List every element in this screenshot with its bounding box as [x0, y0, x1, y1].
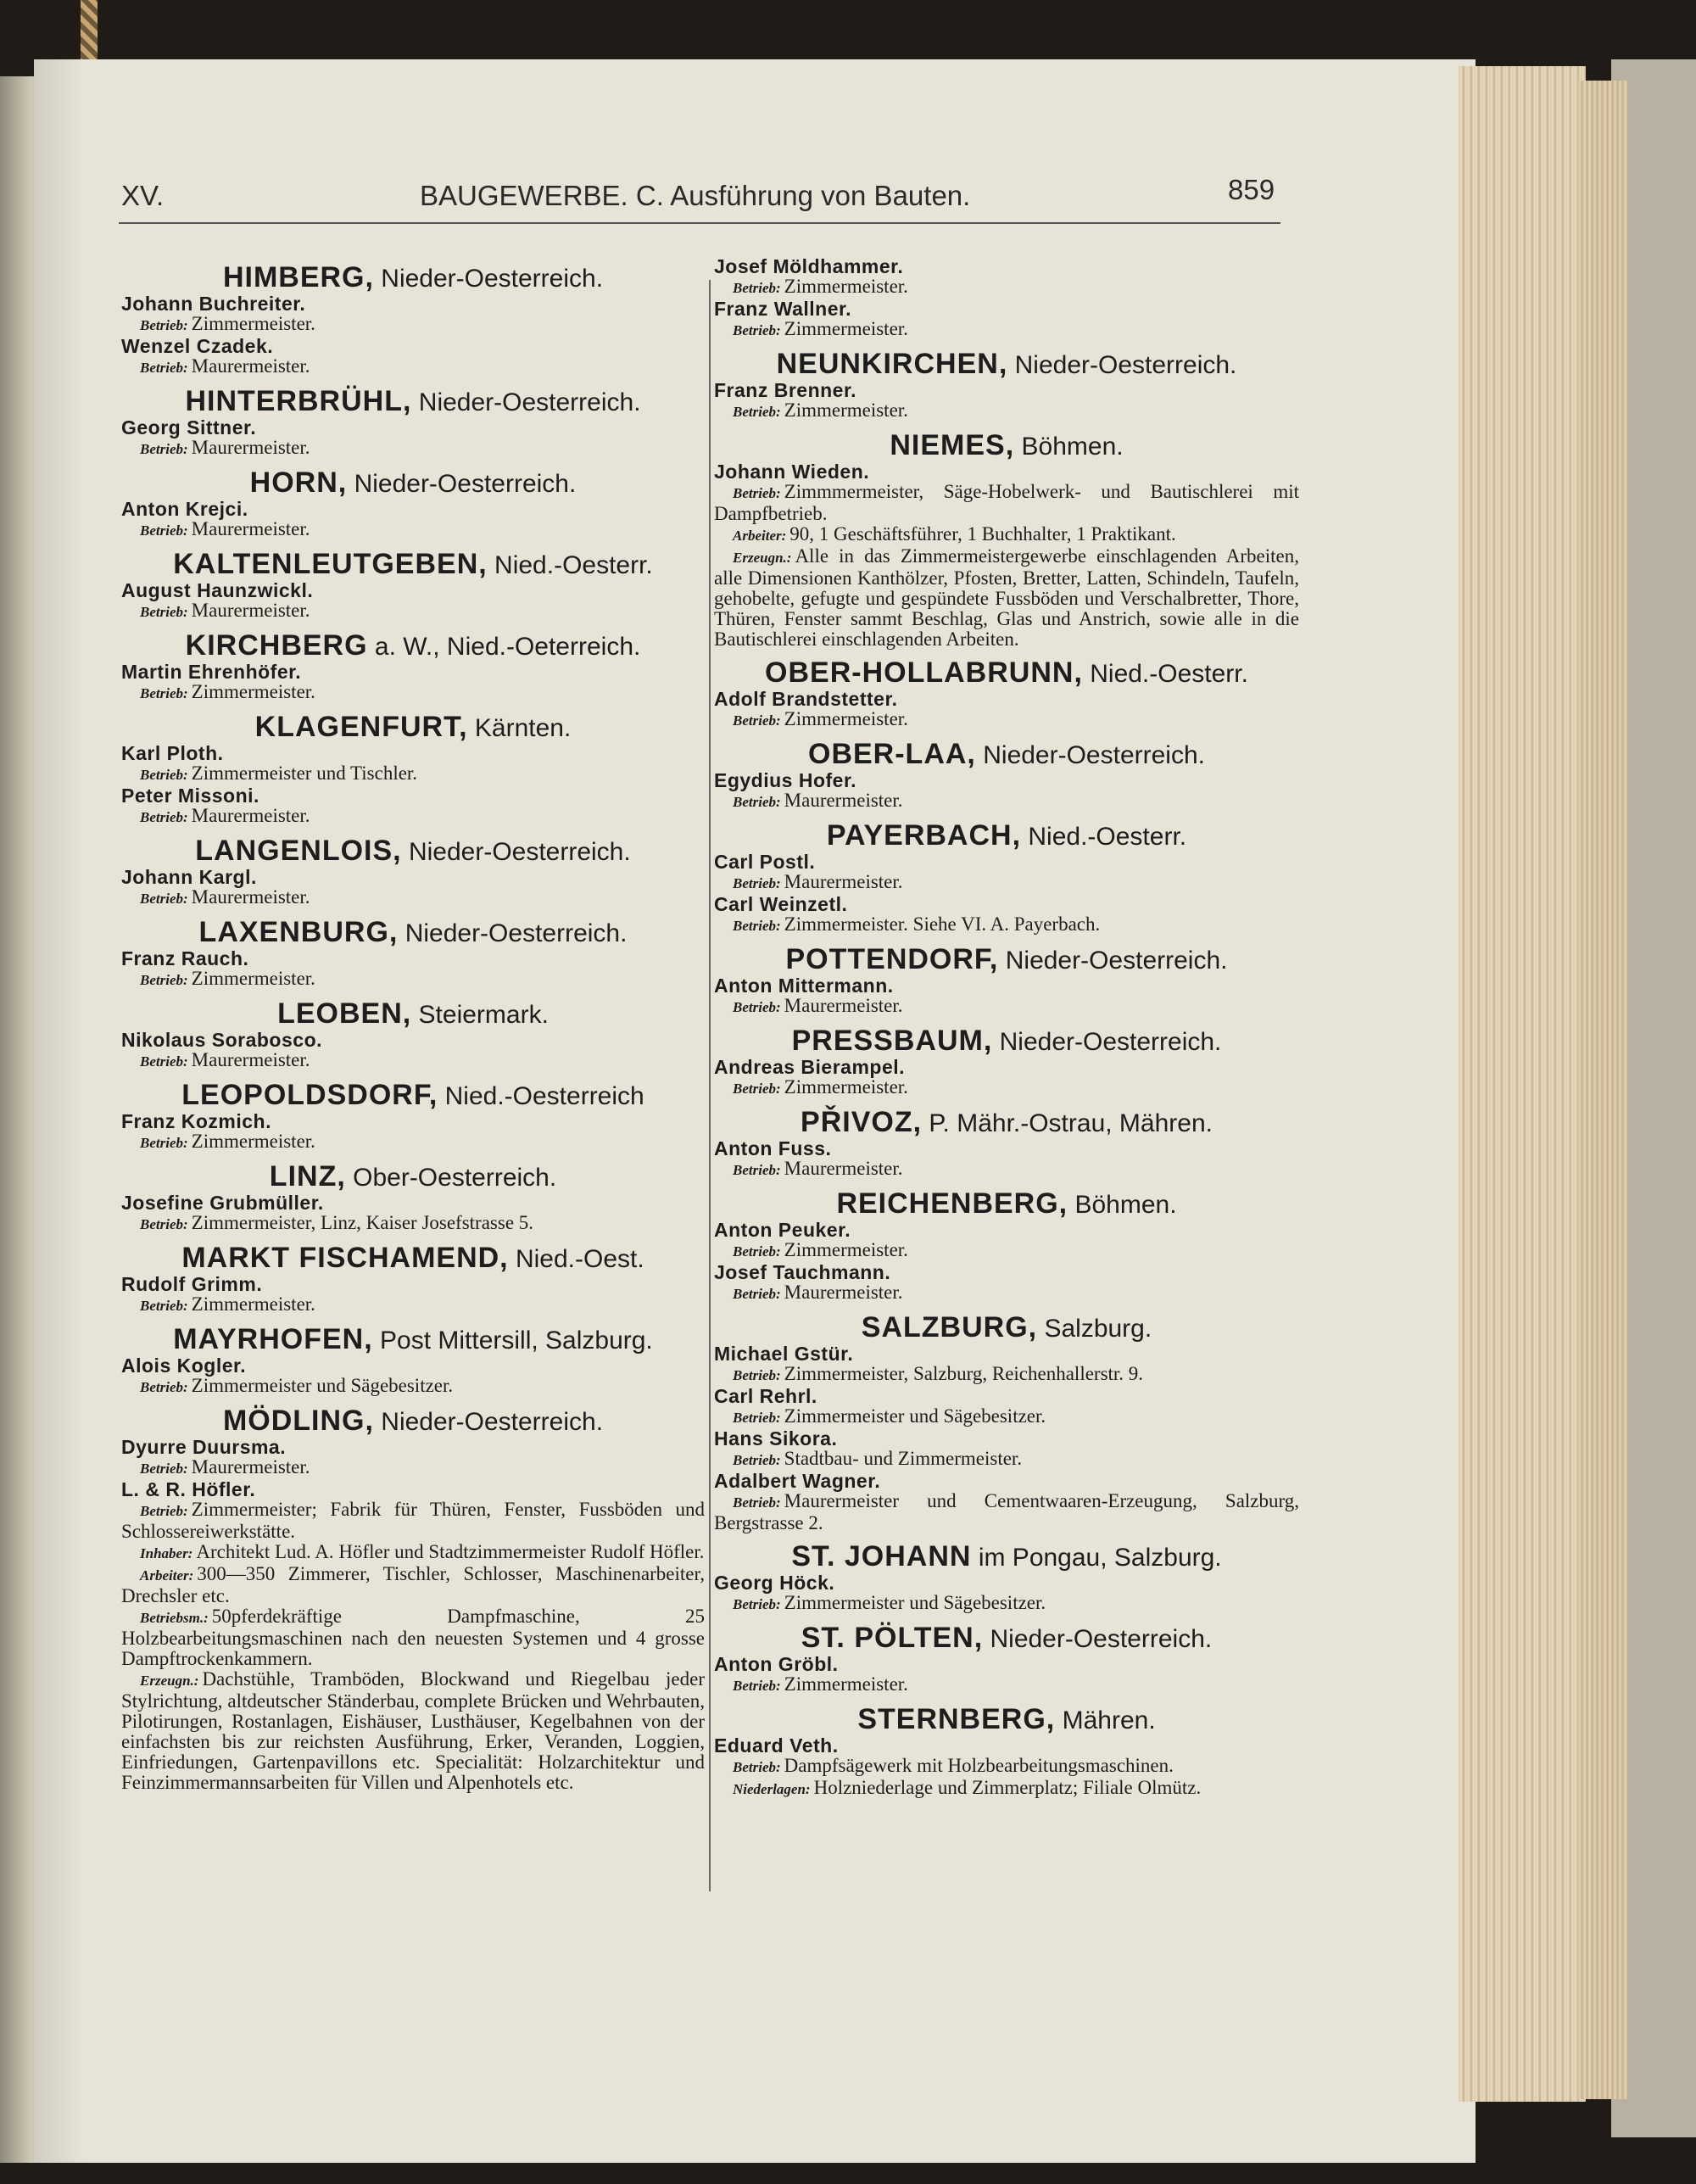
- directory-entry: [121, 785, 705, 828]
- entry-detail: [121, 314, 705, 336]
- directory-entry: [121, 1274, 705, 1316]
- place-heading: [121, 999, 705, 1030]
- place-name: SALZBURG,: [861, 1311, 1038, 1343]
- firm-name: Franz Brenner.: [714, 379, 857, 401]
- detail-label: Betrieb:: [140, 1379, 188, 1395]
- place-region: Salzburg.: [1044, 1315, 1152, 1343]
- entry-detail: [714, 1077, 1299, 1099]
- entry-paragraph: [121, 1542, 705, 1564]
- page-stack-edge: [1459, 66, 1586, 2102]
- place-region: Nieder-Oesterreich.: [1014, 351, 1237, 379]
- detail-label: Betrieb:: [140, 767, 188, 783]
- directory-entry: [714, 1428, 1299, 1471]
- firm-name: Wenzel Czadek.: [121, 335, 274, 357]
- firm-name: Nikolaus Sorabosco.: [121, 1029, 323, 1051]
- entry-detail: [121, 763, 705, 785]
- detail-label: Inhaber:: [140, 1545, 193, 1561]
- detail-text: 90, 1 Geschäftsführer, 1 Buchhalter, 1 Praktikant.: [789, 523, 1176, 545]
- directory-entry: [121, 336, 705, 378]
- directory-entry: [714, 1220, 1299, 1262]
- place-region: Nieder-Oesterreich.: [381, 1408, 604, 1436]
- detail-text: Maurermeister.: [191, 1049, 310, 1070]
- detail-text: Zimmermeister.: [784, 399, 908, 421]
- detail-text: Zimmermeister.: [191, 968, 315, 989]
- firm-name: August Haunzwickl.: [121, 579, 314, 601]
- detail-text: Maurermeister.: [191, 886, 310, 908]
- detail-text: Maurermeister und Cementwaaren-Erzeugung, Salzburg, Bergstrasse 2.: [714, 1490, 1299, 1533]
- place-region: Nieder-Oesterreich.: [418, 388, 641, 416]
- place-name: NEUNKIRCHEN,: [776, 348, 1008, 380]
- detail-label: Betrieb:: [140, 1053, 188, 1070]
- place-region: Nieder-Oesterreich.: [1005, 947, 1228, 975]
- place-heading: [121, 263, 705, 293]
- entry-detail: [121, 356, 705, 378]
- entry-detail: [714, 1240, 1299, 1262]
- firm-name: Josefine Grubmüller.: [121, 1192, 324, 1214]
- place-heading: [121, 836, 705, 867]
- entry-paragraph: [121, 1606, 705, 1669]
- detail-label: Betrieb:: [140, 972, 188, 988]
- place-name: LANGENLOIS,: [195, 835, 402, 867]
- page-number: 859: [1228, 174, 1275, 205]
- place-name: POTTENDORF,: [785, 943, 999, 975]
- place-heading: [714, 740, 1299, 770]
- firm-name: Eduard Veth.: [714, 1734, 839, 1757]
- place-name: PŘIVOZ,: [801, 1106, 923, 1138]
- place-name: REICHENBERG,: [836, 1187, 1068, 1220]
- detail-text: Dachstühle, Tramböden, Blockwand und Riegelbau jeder Stylrichtung, altdeutscher Ständerbau, complete Brücken und Wehrbauten, Pilotirungen, Rostanlagen, Eishäuser, Lusthäuser, Kegelbahnen von der einfachsten bis zur reichsten Ausführung, Erker, Veranden, Loggien, Einfriedungen, Gartenpavillons etc. Specialität: Holzarchitektur und Feinzimmermannsarbeiten für Villen und Alpenhotels etc.: [121, 1668, 705, 1793]
- place-heading: [714, 1705, 1299, 1735]
- detail-label: Betrieb:: [140, 1216, 188, 1232]
- directory-entry: [714, 1735, 1299, 1800]
- directory-entry: [714, 1471, 1299, 1533]
- firm-name: Adolf Brandstetter.: [714, 688, 898, 710]
- place-heading: [714, 1189, 1299, 1220]
- place-name: HIMBERG,: [222, 261, 374, 293]
- place-heading: [121, 1162, 705, 1193]
- firm-name: Dyurre Duursma.: [121, 1436, 287, 1458]
- place-name: KLAGENFURT,: [254, 711, 468, 743]
- entry-detail: [714, 1364, 1299, 1386]
- place-region: Nied.-Oest.: [515, 1245, 644, 1273]
- detail-label: Betrieb:: [733, 1286, 781, 1302]
- firm-name: Franz Rauch.: [121, 947, 249, 969]
- entry-paragraph: [714, 1756, 1299, 1778]
- place-name: MARKT FISCHAMEND,: [181, 1242, 509, 1274]
- entry-detail: [121, 806, 705, 828]
- place-heading: [121, 712, 705, 743]
- detail-text: Zimmermeister und Sägebesitzer.: [191, 1375, 454, 1396]
- directory-entry: [714, 461, 1299, 650]
- detail-label: Betrieb:: [140, 1298, 188, 1314]
- detail-label: Betrieb:: [140, 360, 188, 376]
- firm-name: Anton Mittermann.: [714, 975, 894, 997]
- place-heading: [121, 550, 705, 580]
- detail-label: Betrieb:: [733, 485, 781, 501]
- directory-entry: [121, 1030, 705, 1072]
- detail-text: Zimmermeister und Tischler.: [191, 762, 418, 784]
- place-region: Steiermark.: [418, 1001, 549, 1029]
- detail-text: Architekt Lud. A. Höfler und Stadtzimmermeister Rudolf Höfler.: [196, 1541, 705, 1562]
- detail-text: Maurermeister.: [784, 790, 903, 811]
- page-stack-edge-outer: [1577, 81, 1628, 2099]
- entry-detail: [121, 1294, 705, 1316]
- entry-paragraph: [714, 1778, 1299, 1800]
- detail-label: Betrieb:: [733, 712, 781, 729]
- detail-label: Betrieb:: [733, 1243, 781, 1260]
- entry-detail: [714, 790, 1299, 813]
- entry-detail: [121, 1213, 705, 1235]
- directory-entry: [121, 1355, 705, 1398]
- place-name: KIRCHBERG: [185, 629, 368, 662]
- place-heading: [121, 918, 705, 948]
- detail-text: Zimmermeister. Siehe VI. A. Payerbach.: [784, 913, 1101, 935]
- place-heading: [714, 349, 1299, 380]
- entry-paragraph: [714, 482, 1299, 524]
- entry-paragraph: [121, 1669, 705, 1793]
- firm-name: Karl Ploth.: [121, 742, 224, 764]
- header-rule: [119, 222, 1280, 224]
- firm-name: Franz Kozmich.: [121, 1110, 271, 1132]
- directory-entry: [714, 1654, 1299, 1696]
- place-region: P. Mähr.-Ostrau, Mähren.: [929, 1109, 1213, 1137]
- detail-text: Maurermeister.: [784, 871, 903, 892]
- place-region: Nied.-Oesterr.: [494, 551, 653, 579]
- detail-text: Maurermeister.: [191, 1456, 310, 1477]
- detail-label: Betrieb:: [140, 891, 188, 907]
- detail-label: Arbeiter:: [140, 1567, 194, 1584]
- firm-name: Anton Peuker.: [714, 1219, 851, 1241]
- detail-label: Erzeugn.:: [140, 1673, 199, 1689]
- firm-name: Hans Sikora.: [714, 1427, 838, 1449]
- detail-text: Zimmermeister und Sägebesitzer.: [784, 1405, 1046, 1427]
- detail-label: Betrieb:: [140, 441, 188, 457]
- directory-entry: [121, 293, 705, 336]
- place-region: im Pongau, Salzburg.: [978, 1544, 1222, 1572]
- firm-name: Anton Krejci.: [121, 498, 248, 520]
- detail-text: Zimmermeister.: [191, 681, 315, 702]
- directory-entry: [121, 743, 705, 785]
- firm-name: Franz Wallner.: [714, 298, 852, 320]
- detail-text: Stadtbau- und Zimmermeister.: [784, 1448, 1023, 1469]
- detail-text: Zimmermeister.: [784, 276, 908, 297]
- entry-detail: [121, 519, 705, 541]
- entry-detail: [714, 709, 1299, 731]
- detail-label: Betriebsm.:: [140, 1610, 209, 1626]
- detail-text: Dampfsägewerk mit Holzbearbeitungsmaschinen.: [784, 1755, 1174, 1776]
- detail-text: Zimmermeister.: [784, 708, 908, 729]
- entry-detail: [714, 400, 1299, 422]
- place-heading: [121, 1406, 705, 1437]
- directory-entry: [121, 1479, 705, 1793]
- detail-label: Erzeugn.:: [733, 550, 792, 566]
- detail-text: 50pferdekräftige Dampfmaschine, 25 Holzbearbeitungsmaschinen nach den neuesten Systemen und 4 grosse Dampftrockenkammern.: [121, 1606, 705, 1669]
- place-region: Nieder-Oesterreich.: [381, 265, 604, 293]
- entry-detail: [121, 1050, 705, 1072]
- place-heading: [714, 1108, 1299, 1138]
- detail-label: Betrieb:: [733, 1494, 781, 1511]
- detail-label: Arbeiter:: [733, 528, 787, 544]
- directory-entry: [714, 894, 1299, 936]
- directory-entry: [121, 948, 705, 991]
- entry-detail: [121, 1457, 705, 1479]
- place-region: Nieder-Oesterreich.: [999, 1028, 1222, 1056]
- place-heading: [714, 1026, 1299, 1057]
- detail-label: Niederlagen:: [733, 1781, 811, 1797]
- place-region: Nied.-Oesterr.: [1028, 823, 1187, 851]
- place-region: Böhmen.: [1021, 433, 1124, 461]
- detail-text: Maurermeister.: [191, 805, 310, 826]
- detail-label: Betrieb:: [140, 317, 188, 333]
- directory-entry: [714, 1386, 1299, 1428]
- place-heading: [714, 1623, 1299, 1654]
- detail-text: Maurermeister.: [191, 437, 310, 458]
- place-name: STERNBERG,: [857, 1703, 1056, 1735]
- place-heading: [714, 658, 1299, 689]
- detail-text: Maurermeister.: [191, 600, 310, 621]
- detail-label: Betrieb:: [733, 1452, 781, 1468]
- entry-detail: [714, 1282, 1299, 1304]
- firm-name: Georg Sittner.: [121, 416, 257, 438]
- place-region: Böhmen.: [1074, 1191, 1177, 1219]
- firm-name: Adalbert Wagner.: [714, 1470, 881, 1492]
- firm-name: Anton Fuss.: [714, 1137, 832, 1159]
- firm-name: Rudolf Grimm.: [121, 1273, 263, 1295]
- detail-label: Betrieb:: [140, 522, 188, 539]
- firm-name: Johann Kargl.: [121, 866, 257, 888]
- firm-name: Johann Wieden.: [714, 461, 870, 483]
- entry-detail: [121, 600, 705, 623]
- entry-detail: [714, 276, 1299, 299]
- place-heading: [121, 468, 705, 499]
- detail-text: 300—350 Zimmerer, Tischler, Schlosser, Maschinenarbeiter, Drechsler etc.: [121, 1563, 705, 1606]
- right-column: [714, 256, 1299, 1800]
- directory-entry: [121, 499, 705, 541]
- directory-entry: [714, 256, 1299, 299]
- place-name: OBER-LAA,: [808, 738, 976, 770]
- detail-label: Betrieb:: [140, 604, 188, 620]
- detail-label: Betrieb:: [733, 794, 781, 810]
- firm-name: Carl Weinzetl.: [714, 893, 848, 915]
- detail-text: Zimmermeister.: [784, 318, 908, 339]
- detail-text: Zimmermeister.: [191, 313, 315, 334]
- place-name: PRESSBAUM,: [791, 1025, 993, 1057]
- place-region: Nieder-Oesterreich.: [983, 741, 1205, 769]
- detail-text: Maurermeister.: [191, 355, 310, 377]
- firm-name: Carl Rehrl.: [714, 1385, 817, 1407]
- directory-entry: [714, 380, 1299, 422]
- entry-detail: [121, 682, 705, 704]
- detail-label: Betrieb:: [733, 1081, 781, 1097]
- detail-label: Betrieb:: [733, 280, 781, 296]
- detail-label: Betrieb:: [733, 875, 781, 891]
- place-heading: [121, 387, 705, 417]
- place-region: Post Mittersill, Salzburg.: [380, 1327, 653, 1355]
- place-heading: [714, 1313, 1299, 1343]
- place-name: LAXENBURG,: [198, 916, 399, 948]
- place-name: KALTENLEUTGEBEN,: [173, 548, 488, 580]
- directory-entry: [714, 1057, 1299, 1099]
- entry-detail: [121, 438, 705, 460]
- place-name: NIEMES,: [890, 429, 1015, 461]
- detail-label: Betrieb:: [733, 999, 781, 1015]
- entry-detail: [121, 969, 705, 991]
- directory-entry: [714, 1138, 1299, 1181]
- entry-paragraph: [121, 1500, 705, 1542]
- firm-name: Josef Tauchmann.: [714, 1261, 891, 1283]
- detail-text: Maurermeister.: [784, 1158, 903, 1179]
- directory-entry: [714, 689, 1299, 731]
- firm-name: Alois Kogler.: [121, 1355, 247, 1377]
- detail-label: Betrieb:: [140, 1503, 188, 1519]
- detail-label: Betrieb:: [733, 1162, 781, 1178]
- entry-detail: [121, 1131, 705, 1153]
- firm-name: Peter Missoni.: [121, 785, 259, 807]
- detail-text: Zimmermeister.: [191, 1293, 315, 1315]
- directory-entry: [714, 975, 1299, 1018]
- entry-detail: [121, 1376, 705, 1398]
- section-number: XV.: [121, 180, 165, 211]
- firm-name: Egydius Hofer.: [714, 769, 857, 791]
- firm-name: Josef Möldhammer.: [714, 255, 904, 277]
- detail-text: Zimmmermeister, Säge-Hobelwerk- und Bautischlerei mit Dampfbetrieb.: [714, 481, 1299, 524]
- place-heading: [121, 1325, 705, 1355]
- directory-entry: [121, 662, 705, 704]
- detail-text: Holzniederlage und Zimmerplatz; Filiale Olmütz.: [813, 1777, 1202, 1798]
- place-name: PAYERBACH,: [826, 819, 1022, 852]
- detail-text: Zimmermeister.: [191, 1131, 315, 1152]
- place-name: ST. JOHANN: [791, 1540, 972, 1572]
- place-heading: [714, 1542, 1299, 1572]
- firm-name: Johann Buchreiter.: [121, 293, 306, 315]
- detail-text: Maurermeister.: [784, 995, 903, 1016]
- directory-entry: [714, 1262, 1299, 1304]
- place-region: Nieder-Oesterreich.: [354, 470, 577, 498]
- entry-detail: [714, 1449, 1299, 1471]
- directory-entry: [121, 1193, 705, 1235]
- place-region: Nieder-Oesterreich.: [404, 919, 628, 947]
- place-name: ST. PÖLTEN,: [801, 1622, 984, 1654]
- detail-text: Zimmermeister, Salzburg, Reichenhallerstr. 9.: [784, 1363, 1144, 1384]
- place-region: Nied.-Oesterreich: [444, 1082, 644, 1110]
- detail-label: Betrieb:: [733, 1367, 781, 1383]
- detail-label: Betrieb:: [733, 1759, 781, 1775]
- place-name: OBER-HOLLABRUNN,: [765, 656, 1083, 689]
- place-name: LEOPOLDSDORF,: [181, 1079, 438, 1111]
- directory-entry: [714, 299, 1299, 341]
- entry-paragraph: [121, 1564, 705, 1606]
- place-name: HINTERBRÜHL,: [185, 385, 412, 417]
- place-region: Nied.-Oesterr.: [1090, 660, 1248, 688]
- detail-text: Zimmermeister und Sägebesitzer.: [784, 1592, 1046, 1613]
- directory-entry: [121, 1111, 705, 1153]
- detail-label: Betrieb:: [140, 685, 188, 701]
- place-region: Nieder-Oesterreich.: [990, 1625, 1213, 1653]
- place-region: a. W., Nied.-Oeterreich.: [374, 633, 641, 661]
- firm-name: Carl Postl.: [714, 851, 816, 873]
- entry-paragraph: [714, 1491, 1299, 1533]
- directory-entry: [714, 770, 1299, 813]
- entry-paragraph: [714, 546, 1299, 650]
- directory-entry: [121, 1437, 705, 1479]
- directory-entry: [714, 852, 1299, 894]
- place-name: MÖDLING,: [222, 1405, 374, 1437]
- entry-paragraph: [714, 524, 1299, 546]
- detail-label: Betrieb:: [733, 322, 781, 338]
- detail-text: Maurermeister.: [784, 1282, 903, 1303]
- place-name: HORN,: [249, 466, 348, 499]
- place-region: Kärnten.: [474, 714, 572, 742]
- left-column: [121, 254, 705, 1793]
- place-heading: [714, 821, 1299, 852]
- place-heading: [714, 945, 1299, 975]
- entry-detail: [714, 319, 1299, 341]
- firm-name: Michael Gstür.: [714, 1343, 854, 1365]
- detail-label: Betrieb:: [733, 404, 781, 420]
- detail-label: Betrieb:: [140, 1135, 188, 1151]
- detail-text: Alle in das Zimmermeistergewerbe einschlagenden Arbeiten, alle Dimensionen Kanthölzer, Pfosten, Bretter, Latten, Schindeln, Taufeln, gehobelte, gefugte und gespündete Fussböden und Verschalbretter, Thore, Thüren, Fenster sammt Beschlag, Glas und Anstrich, sowie alle in die Bautischlerei einschlagenden Arbeiten.: [714, 545, 1299, 650]
- detail-label: Betrieb:: [733, 1596, 781, 1612]
- detail-label: Betrieb:: [140, 1461, 188, 1477]
- entry-detail: [714, 1406, 1299, 1428]
- entry-detail: [714, 914, 1299, 936]
- detail-label: Betrieb:: [733, 1678, 781, 1694]
- entry-detail: [714, 996, 1299, 1018]
- firm-name: Andreas Bierampel.: [714, 1056, 906, 1078]
- running-title: BAUGEWERBE. C. Ausführung von Bauten.: [420, 180, 971, 211]
- directory-entry: [714, 1572, 1299, 1615]
- place-heading: [121, 1081, 705, 1111]
- place-name: LINZ,: [269, 1160, 346, 1193]
- firm-name: L. & R. Höfler.: [121, 1478, 256, 1500]
- directory-entry: [714, 1343, 1299, 1386]
- detail-text: Zimmermeister, Linz, Kaiser Josefstrasse 5.: [191, 1212, 534, 1233]
- directory-entry: [121, 580, 705, 623]
- entry-detail: [714, 872, 1299, 894]
- place-name: LEOBEN,: [277, 997, 412, 1030]
- place-name: MAYRHOFEN,: [173, 1323, 373, 1355]
- place-heading: [121, 1243, 705, 1274]
- detail-label: Betrieb:: [733, 918, 781, 934]
- entry-detail: [121, 887, 705, 909]
- place-heading: [121, 631, 705, 662]
- firm-name: Martin Ehrenhöfer.: [121, 661, 302, 683]
- detail-text: Zimmermeister.: [784, 1076, 908, 1098]
- place-region: Mähren.: [1062, 1706, 1156, 1734]
- firm-name: Georg Höck.: [714, 1572, 835, 1594]
- entry-detail: [714, 1593, 1299, 1615]
- entry-detail: [714, 1159, 1299, 1181]
- directory-entry: [121, 867, 705, 909]
- detail-label: Betrieb:: [733, 1410, 781, 1426]
- entry-detail: [714, 1674, 1299, 1696]
- detail-text: Zimmermeister; Fabrik für Thüren, Fenster, Fussböden und Schlossereiwerkstätte.: [121, 1499, 705, 1542]
- place-heading: [714, 431, 1299, 461]
- place-region: Ober-Oesterreich.: [353, 1164, 557, 1192]
- detail-label: Betrieb:: [140, 809, 188, 825]
- directory-entry: [121, 417, 705, 460]
- firm-name: Anton Gröbl.: [714, 1653, 839, 1675]
- detail-text: Zimmermeister.: [784, 1673, 908, 1695]
- place-region: Nieder-Oesterreich.: [408, 838, 631, 866]
- detail-text: Zimmermeister.: [784, 1239, 908, 1260]
- detail-text: Maurermeister.: [191, 518, 310, 539]
- column-divider: [709, 280, 711, 1891]
